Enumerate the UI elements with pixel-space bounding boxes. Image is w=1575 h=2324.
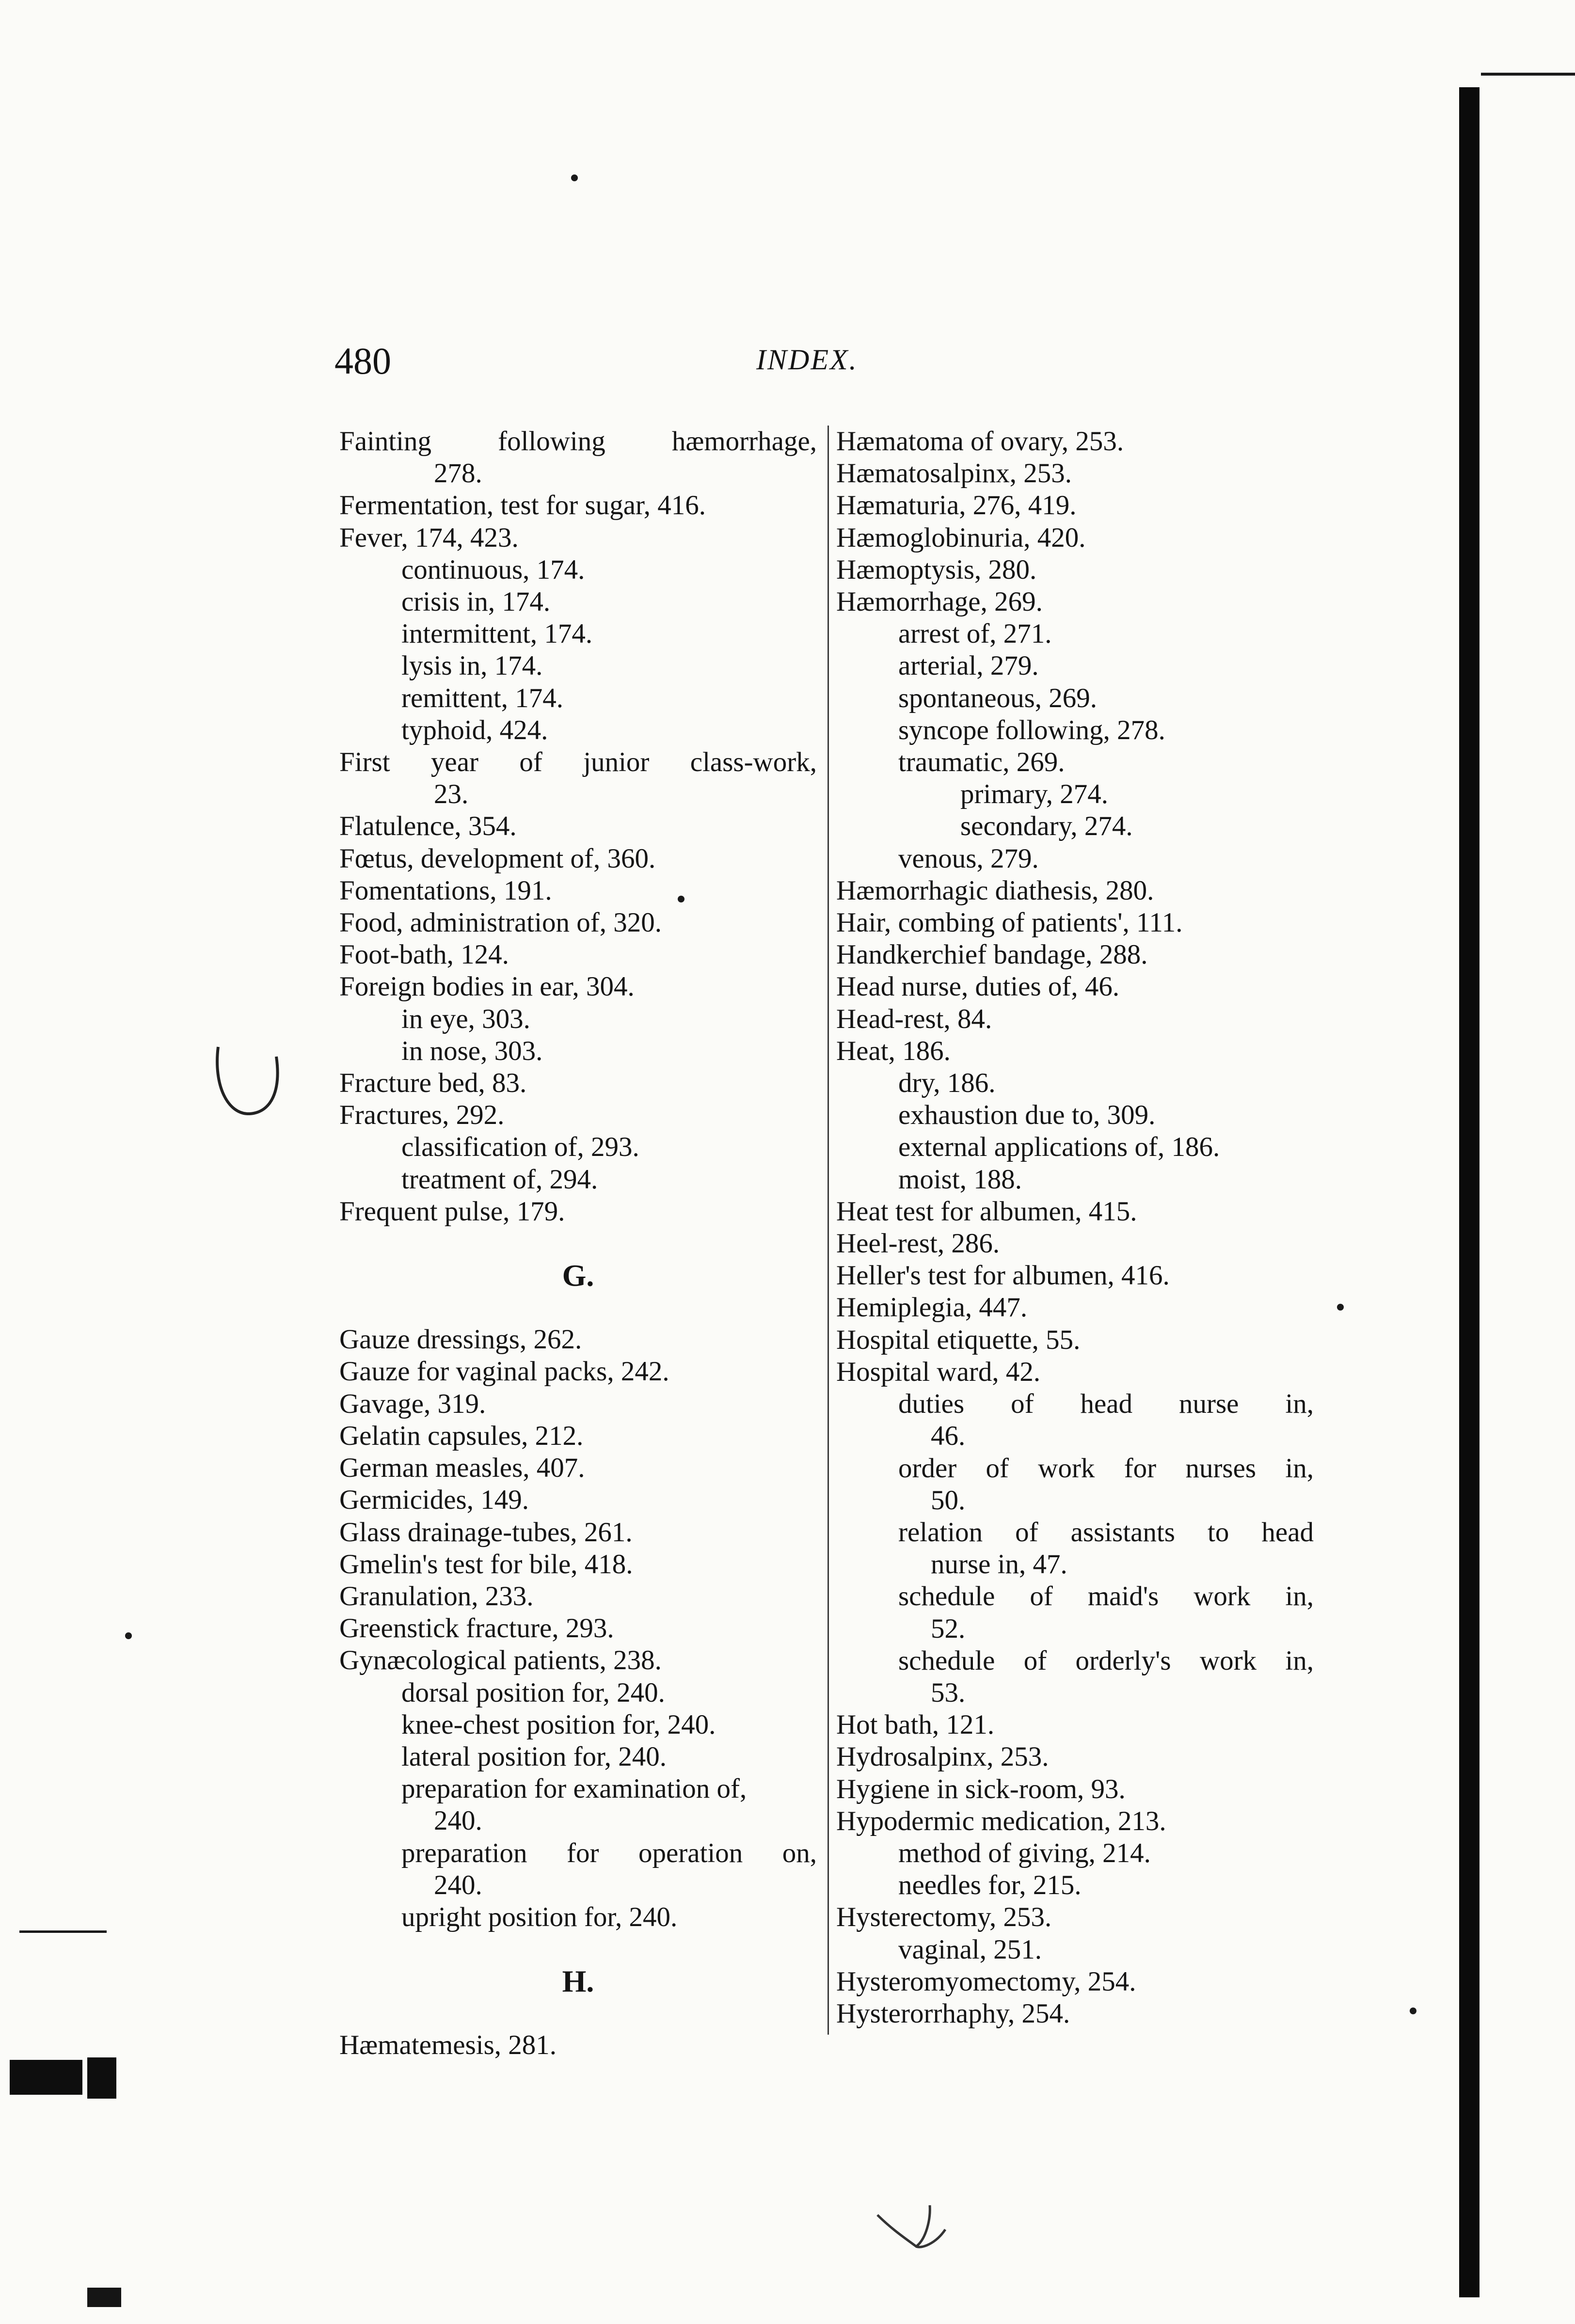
section-letter-g: G. — [562, 1258, 594, 1293]
index-entry: German measles, 407. — [339, 1453, 585, 1484]
index-entry: arterial, 279. — [898, 650, 1039, 681]
column-divider — [827, 426, 829, 2035]
index-entry-word: junior — [583, 747, 650, 778]
index-entry: Hæmorrhagic diathesis, 280. — [836, 875, 1154, 906]
index-entry: Hemiplegia, 447. — [836, 1292, 1028, 1323]
ink-spot — [571, 174, 578, 181]
index-entry: needles for, 215. — [898, 1870, 1082, 1901]
index-entry-word: work — [1038, 1453, 1095, 1484]
index-entry-word: assistants — [1070, 1517, 1175, 1548]
index-entry: remittent, 174. — [401, 682, 564, 713]
index-entry: Gavage, 319. — [339, 1388, 486, 1419]
page-number: 480 — [334, 340, 391, 382]
index-entry-word: following — [498, 426, 605, 457]
index-entry: Heat, 186. — [836, 1035, 951, 1066]
index-entry: crisis in, 174. — [401, 586, 551, 617]
section-letter-h: H. — [562, 1964, 594, 1999]
index-entry: lateral position for, 240. — [401, 1741, 667, 1772]
index-entry: treatment of, 294. — [401, 1164, 598, 1195]
index-entry: exhaustion due to, 309. — [898, 1100, 1156, 1131]
index-entry-word: year — [430, 747, 479, 778]
index-entry: knee-chest position for, 240. — [401, 1709, 716, 1740]
index-entry: arrest of, 271. — [898, 618, 1052, 649]
index-entry: 23. — [434, 779, 469, 810]
index-entry — [339, 426, 817, 458]
index-entry-word: for — [1124, 1453, 1157, 1484]
index-entry: Hair, combing of patients', 111. — [836, 907, 1183, 938]
index-entry: Granulation, 233. — [339, 1581, 534, 1612]
index-entries-g — [339, 1324, 829, 1933]
index-entry-word: of — [1011, 1389, 1034, 1420]
index-entry: Hysterectomy, 253. — [836, 1902, 1052, 1933]
index-entry: dorsal position for, 240. — [401, 1677, 665, 1708]
index-entry: Greenstick fracture, 293. — [339, 1613, 614, 1644]
index-entry: Fracture bed, 83. — [339, 1068, 527, 1099]
index-entry: syncope following, 278. — [898, 714, 1165, 745]
index-entry: Gmelin's test for bile, 418. — [339, 1549, 633, 1580]
index-entry-word: duties — [898, 1389, 965, 1420]
index-entry: Gynæcological patients, 238. — [339, 1645, 662, 1676]
index-entry: vaginal, 251. — [898, 1934, 1042, 1965]
index-entry: Hæmoptysis, 280. — [836, 554, 1037, 585]
index-entry-word: head — [1261, 1517, 1314, 1548]
gutter-shadow — [1459, 87, 1480, 2297]
index-entry-word: schedule — [898, 1645, 995, 1676]
index-entry: Glass drainage-tubes, 261. — [339, 1517, 633, 1548]
index-entry-word: to — [1208, 1517, 1229, 1548]
index-entry: Food, administration of, 320. — [339, 907, 662, 938]
pencil-mark — [873, 2200, 950, 2259]
index-entry: Hospital etiquette, 55. — [836, 1324, 1081, 1355]
index-entry: Heel-rest, 286. — [836, 1228, 1000, 1259]
index-column-left — [339, 426, 829, 2062]
edge-rule — [1481, 73, 1575, 76]
index-entry-word: in, — [1285, 1581, 1314, 1612]
index-entry-word: work — [1199, 1645, 1257, 1676]
index-entry: Fractures, 292. — [339, 1100, 505, 1131]
ink-spot — [1410, 2008, 1416, 2014]
index-entry-word: class-work, — [690, 747, 817, 778]
index-entry-word: order — [898, 1453, 957, 1484]
index-entry: Hospital ward, 42. — [836, 1356, 1041, 1387]
index-entry: Germicides, 149. — [339, 1485, 529, 1516]
index-entry — [836, 1645, 1314, 1677]
index-entry: Hæmatoma of ovary, 253. — [836, 426, 1124, 457]
index-entry-word: operation — [638, 1837, 743, 1868]
index-entry: classification of, 293. — [401, 1132, 639, 1163]
index-entry: Hæmaturia, 276, 419. — [836, 490, 1077, 521]
index-entry: Hysterorrhaphy, 254. — [836, 1998, 1070, 2029]
index-entry: Hæmatemesis, 281. — [339, 2030, 557, 2061]
index-entry-word: of — [1023, 1645, 1047, 1676]
margin-mark — [87, 2288, 121, 2307]
index-entry-word: relation — [898, 1517, 983, 1548]
index-entry: Fever, 174, 423. — [339, 522, 519, 553]
index-entry: Head-rest, 84. — [836, 1003, 992, 1034]
index-entry-word: head — [1080, 1389, 1133, 1420]
index-entry: Frequent pulse, 179. — [339, 1196, 565, 1227]
index-entry: Hæmatosalpinx, 253. — [836, 458, 1072, 489]
index-entry-word: orderly's — [1075, 1645, 1171, 1676]
index-entry: Hydrosalpinx, 253. — [836, 1741, 1049, 1772]
index-entry: 278. — [434, 458, 482, 489]
index-entry-word: in, — [1285, 1389, 1314, 1420]
index-entry: lysis in, 174. — [401, 650, 543, 681]
index-entry: 46. — [931, 1421, 966, 1452]
index-entry: primary, 274. — [960, 779, 1108, 810]
index-entry: Fermentation, test for sugar, 416. — [339, 490, 706, 521]
index-entry: in eye, 303. — [401, 1003, 530, 1034]
index-entry: Hæmoglobinuria, 420. — [836, 522, 1086, 553]
index-entry — [836, 1388, 1314, 1420]
ink-spot — [1337, 1304, 1344, 1311]
index-entry: method of giving, 214. — [898, 1837, 1151, 1868]
index-entry: secondary, 274. — [960, 811, 1133, 842]
index-entry: in nose, 303. — [401, 1035, 543, 1066]
index-entry: Flatulence, 354. — [339, 811, 517, 842]
index-column-right — [836, 426, 1326, 2030]
index-entry — [836, 1453, 1314, 1485]
index-entry — [836, 1517, 1314, 1549]
index-entry: nurse in, 47. — [931, 1549, 1067, 1580]
index-entry: Hot bath, 121. — [836, 1709, 995, 1740]
index-entry: Foot-bath, 124. — [339, 939, 509, 970]
index-entry — [339, 1837, 817, 1869]
ink-spot — [125, 1632, 132, 1639]
margin-mark — [87, 2057, 116, 2099]
index-entry: Fœtus, development of, 360. — [339, 843, 656, 874]
index-entry-word: Fainting — [339, 426, 432, 457]
index-entry: Hygiene in sick-room, 93. — [836, 1773, 1126, 1804]
pencil-mark — [208, 1042, 286, 1120]
index-entry-word: for — [567, 1837, 599, 1868]
index-entry-word: preparation — [401, 1837, 527, 1868]
index-entry: continuous, 174. — [401, 554, 585, 585]
index-entry-word: hæmorrhage, — [671, 426, 817, 457]
index-entry: Gauze for vaginal packs, 242. — [339, 1356, 669, 1387]
index-entry: Foreign bodies in ear, 304. — [339, 971, 635, 1002]
index-entry: venous, 279. — [898, 843, 1039, 874]
index-entry-word: on, — [782, 1837, 817, 1868]
index-entry-word: nurses — [1185, 1453, 1257, 1484]
index-entry: 240. — [434, 1805, 482, 1836]
index-entry: external applications of, 186. — [898, 1132, 1220, 1163]
index-entry-word: of — [986, 1453, 1009, 1484]
index-entry-word: of — [1015, 1517, 1038, 1548]
index-entry-word: schedule — [898, 1581, 995, 1612]
index-entry: upright position for, 240. — [401, 1901, 678, 1932]
index-entries-h-continued — [836, 426, 1326, 2030]
index-entry: Gauze dressings, 262. — [339, 1324, 582, 1355]
index-entry: Heller's test for albumen, 416. — [836, 1260, 1170, 1291]
running-head: INDEX. — [756, 344, 858, 376]
index-entry: Handkerchief bandage, 288. — [836, 939, 1148, 970]
index-entry-word: in, — [1285, 1453, 1314, 1484]
index-entry: Heat test for albumen, 415. — [836, 1196, 1137, 1227]
index-entry-word: of — [519, 747, 542, 778]
index-entry: 240. — [434, 1869, 482, 1900]
index-entry: spontaneous, 269. — [898, 682, 1098, 713]
index-entry: 52. — [931, 1613, 966, 1644]
index-entries-h — [339, 2029, 829, 2061]
margin-rule — [19, 1930, 107, 1933]
index-entry — [836, 1581, 1314, 1613]
index-entry: Hypodermic medication, 213. — [836, 1805, 1166, 1836]
index-entry: moist, 188. — [898, 1164, 1022, 1195]
index-entry-word: of — [1030, 1581, 1053, 1612]
index-entry: Gelatin capsules, 212. — [339, 1420, 584, 1451]
index-entry: dry, 186. — [898, 1068, 996, 1099]
index-entry — [339, 746, 817, 778]
index-entry-word: work — [1193, 1581, 1251, 1612]
index-entry-word: First — [339, 747, 390, 778]
index-entry-word: nurse — [1179, 1389, 1239, 1420]
index-entry-word: in, — [1285, 1645, 1314, 1676]
index-entry: Hæmorrhage, 269. — [836, 586, 1043, 617]
index-entry: traumatic, 269. — [898, 747, 1065, 778]
margin-mark — [10, 2060, 82, 2095]
index-entry: Hysteromyomectomy, 254. — [836, 1966, 1136, 1997]
index-entry: intermittent, 174. — [401, 618, 593, 649]
index-entries-f — [339, 426, 829, 1228]
index-entry: Fomentations, 191. — [339, 875, 552, 906]
index-entry: 53. — [931, 1677, 966, 1708]
index-entry: 50. — [931, 1485, 966, 1516]
index-entry: preparation for examination of, — [401, 1773, 747, 1804]
index-entry: Head nurse, duties of, 46. — [836, 971, 1120, 1002]
index-entry: typhoid, 424. — [401, 714, 548, 745]
index-entry-word: maid's — [1087, 1581, 1159, 1612]
